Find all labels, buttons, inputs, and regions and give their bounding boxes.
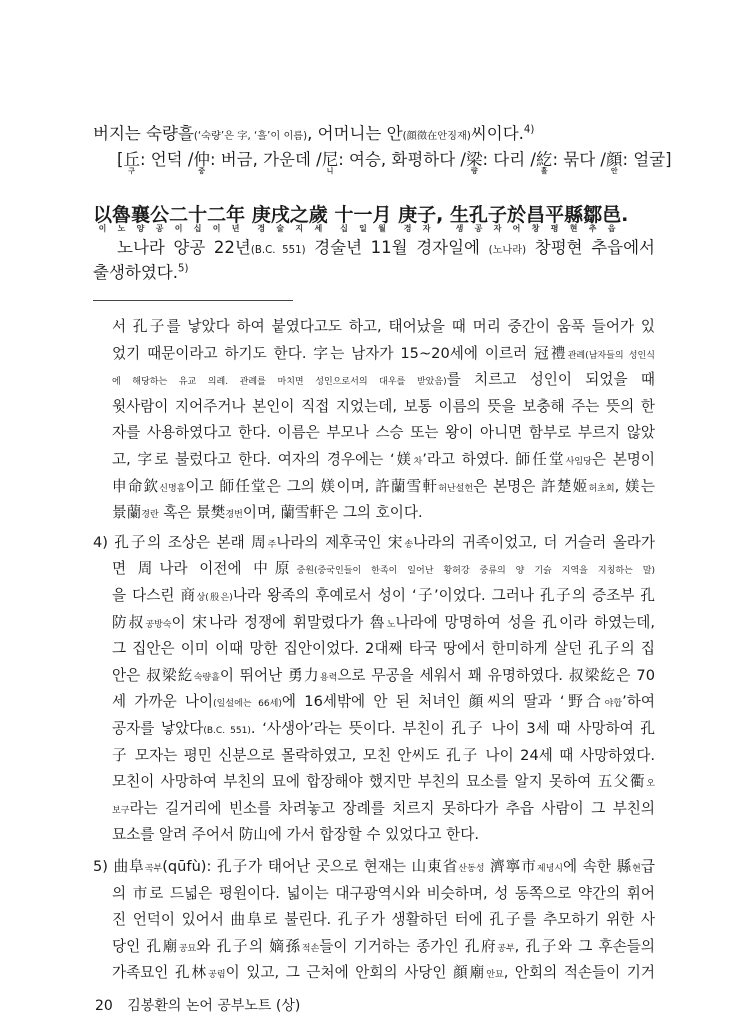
text-run: . ‘사생아’라는 뜻이다. 부친이 孔子 나이 3세 때 사망하여 孔 <box>250 720 655 737</box>
text-run: 안은 叔梁紇 <box>112 666 194 684</box>
text-run <box>245 204 252 226</box>
annotation-text: 경번 <box>225 510 243 521</box>
text-run: 혹은 景樊 <box>158 504 226 522</box>
hanja-with-reading: 平평 <box>545 204 565 233</box>
text-run: 이 있고, 그 근처에 안회의 사당인 顔廟 <box>225 964 487 982</box>
annotation-text: 숙량흘 <box>193 672 220 683</box>
hanja-with-reading: 十십 <box>188 204 208 233</box>
hanja-with-reading: 魯노 <box>112 204 132 233</box>
footnote-line <box>112 342 655 363</box>
text-run: ’하여 <box>622 693 655 711</box>
hanja-with-reading: 歲세 <box>308 204 328 233</box>
footnote-line <box>112 501 655 522</box>
page-number: 20 <box>95 998 113 1014</box>
annotation-text: 보구 <box>112 805 130 816</box>
annotation-text: 적손 <box>301 943 320 954</box>
annotation-text: (‘숙량’은 字, ‘흘’이 이름) <box>193 131 308 142</box>
book-title: 김봉환의 논어 공부노트 (상) <box>127 998 301 1014</box>
text-run: , 안회의 적손들이 기거 <box>503 964 656 982</box>
main-line <box>117 234 655 258</box>
text-run: 고, 字로 불렀다고 한다. 여자의 경우에는 ‘媄 <box>112 451 414 468</box>
annotation-text: 주 <box>267 539 277 550</box>
hanja-with-reading: 邑읍 <box>602 204 622 233</box>
text-run: 나라에 망명하여 성을 孔이라 하였는데, <box>395 613 655 631</box>
footnote-line <box>112 961 655 982</box>
footnote-line <box>112 664 655 685</box>
text-run: 景蘭 <box>112 504 142 522</box>
footnote-ref: 4) <box>523 124 535 136</box>
text-run: 이 뛰어난 勇力 <box>219 666 320 684</box>
hanja-with-reading: 襄양 <box>131 204 151 233</box>
hanja-with-reading: 丘구 <box>123 150 140 175</box>
text-run: 윗사람이 지어주거나 본인이 직접 지었는데, 보통 이름의 뜻을 보충해 주는 뜻의 한 <box>112 397 655 415</box>
hanja-with-reading: 月월 <box>372 204 392 233</box>
text-run: 으로 무공을 세워서 꽤 유명하였다. 叔梁紇은 70 <box>337 666 655 684</box>
annotation-text: 산동성 <box>458 864 485 874</box>
annotation-text: (B.C. 551) <box>250 245 306 256</box>
text-run: 출생하였다. <box>93 263 178 282</box>
annotation-text: 차 <box>413 457 423 467</box>
annotation-text: 에 해당하는 유교 의례. 관례를 마치면 성인으로서의 대우를 받았음) <box>112 377 447 388</box>
text-run: , 孔子와 그 후손들의 <box>514 937 655 955</box>
hanja-with-reading: 二이 <box>169 204 189 233</box>
footnote-line <box>112 637 655 658</box>
annotation-text: 야합 <box>604 699 623 710</box>
footnote-line <box>112 421 655 442</box>
text-run: ’라고 하였다. 師任堂 <box>422 451 566 468</box>
text-run: 이며, 蘭雪軒은 그의 호이다. <box>242 504 423 522</box>
text-run: 공자를 낳았다 <box>112 720 204 737</box>
annotation-text: 허초희 <box>588 483 615 494</box>
text-run: 이 宋나라 정쟁에 휘말렸다가 魯 <box>171 613 387 631</box>
hanja-with-reading: 縣현 <box>564 204 584 233</box>
text-run: 진 언덕이 있어서 曲阜로 불린다. 孔子가 생활하던 터에 孔子를 추모하기 위한 사 <box>112 911 655 929</box>
footnote-line <box>112 448 655 469</box>
hanja-with-reading: 紇흘 <box>535 150 553 175</box>
footnote-line <box>112 611 655 632</box>
hanja-with-reading: 仲중 <box>193 150 210 175</box>
annotation-text: 공방숙 <box>145 619 172 630</box>
hanja-with-reading: 子자 <box>417 204 437 233</box>
text-run: 5) 曲阜 <box>93 858 145 875</box>
text-run: : 얼굴] <box>622 150 672 169</box>
hanja-with-reading: 一일 <box>353 204 373 233</box>
text-run: 노나라 양공 22년 <box>117 238 251 257</box>
hanja-with-reading: 鄒추 <box>583 204 603 233</box>
annotation-text: 공묘 <box>178 943 197 954</box>
text-run: , 媄는 <box>614 477 655 495</box>
text-run: : 다리 / <box>482 150 536 169</box>
text-run: : 묶다 / <box>552 150 606 169</box>
hanja-with-reading: 公공 <box>150 204 170 233</box>
annotation-text: 오 <box>646 779 655 790</box>
annotation-text: 신명흠 <box>159 483 186 494</box>
text-run: 나라의 제후국인 宋 <box>276 533 405 551</box>
text-run: 은 본명은 許楚姬 <box>473 477 589 495</box>
footnote-line <box>112 882 655 903</box>
annotation-text: 허난설헌 <box>438 483 474 494</box>
text-run: . <box>621 204 629 226</box>
hanja-with-reading: 子자 <box>488 204 508 233</box>
footnote-line <box>112 368 655 389</box>
text-run: 子 모자는 평민 신분으로 몰락하였고, 모친 안씨도 孔子 나이 24세 때 사망하였다. <box>112 746 655 764</box>
footnote-line <box>112 475 655 496</box>
footnote-line <box>112 935 655 956</box>
text-run: 세 가까운 나이 <box>112 693 214 711</box>
footnote-line <box>112 584 655 605</box>
text-run: 모친이 사망하여 부친의 묘에 합장해야 했지만 부친의 묘소를 알지 못하여 五父衢 <box>112 773 647 791</box>
main-line <box>93 259 188 283</box>
text-run: 급 <box>640 858 655 875</box>
annotation-text: 공림 <box>208 970 226 981</box>
footnote-line <box>112 797 655 818</box>
text-run: 들이 기거하는 종가인 孔府 <box>319 937 498 955</box>
text-run: 이고 師任堂은 그의 媄이며, 許蘭雪軒 <box>185 477 439 495</box>
footnote-line <box>112 395 655 416</box>
footnote-line <box>112 690 655 711</box>
text-run: 와 孔子의 嫡孫 <box>196 937 302 955</box>
annotation-text: (노나라) <box>488 245 527 256</box>
text-run: 경술년 11월 경자일에 <box>305 238 489 257</box>
hanja-with-reading: 於어 <box>507 204 527 233</box>
footnote-line <box>112 770 655 791</box>
footnote-ref: 5) <box>177 263 189 275</box>
annotation-text: 노 <box>386 619 396 630</box>
text-run: 에 속한 縣 <box>563 858 633 875</box>
text-run: 면 周나라 이전에 中原 <box>112 560 297 578</box>
hanja-with-reading: 庚경 <box>251 204 271 233</box>
text-run: 라는 길거리에 빈소를 차려놓고 장례를 치르지 못하다가 추읍 사람이 그 부친의 <box>129 799 655 817</box>
text-run: , 어머니는 안 <box>307 124 403 143</box>
text-run: 그 집안은 이미 이때 망한 집안이었다. 2대째 타국 땅에서 한미하게 살던 孔子의 집 <box>112 640 655 658</box>
hanja-with-reading: 以이 <box>93 204 113 233</box>
footnote-line <box>112 908 655 929</box>
hanja-with-reading: 昌창 <box>526 204 546 233</box>
text-run: 나라의 귀족이었고, 더 거슬러 올라가 <box>413 533 655 551</box>
hanja-with-reading: 顔안 <box>605 150 623 175</box>
footnote-line <box>112 557 655 578</box>
text-run: (qūfù): 孔子가 태어난 곳으로 현재는 山東省 <box>162 858 459 875</box>
text-run: 나라 왕족의 후예로서 성이 ‘子’이었다. 그러나 孔子의 증조부 孔 <box>232 587 655 604</box>
annotation-text: 상(殷은) <box>196 593 233 603</box>
text-run: 濟寧市 <box>484 858 537 875</box>
annotation-text: 용력 <box>319 672 338 683</box>
text-run: [ <box>117 150 124 169</box>
annotation-text: (일설에는 66세) <box>213 699 282 710</box>
text-run: 었기 때문이라고 하기도 한다. 字는 남자가 15~20세에 이르러 冠禮 <box>112 344 568 362</box>
footnote-line <box>112 717 655 738</box>
text-run: 가족묘인 孔林 <box>112 964 209 982</box>
hanja-with-reading: 年년 <box>226 204 246 233</box>
hanja-with-reading: 二이 <box>207 204 227 233</box>
text-run: : 언덕 / <box>139 150 194 169</box>
text-run: 자를 사용하였다고 한다. 이름은 부모나 스승 또는 왕이 아니면 함부로 부르지 않았 <box>112 424 655 442</box>
text-run: 申命欽 <box>112 477 160 495</box>
annotation-text: 공부 <box>497 943 515 954</box>
annotation-text: 사임당 <box>565 457 592 467</box>
text-run: 4) 孔子의 조상은 본래 周 <box>93 533 268 551</box>
hanja-with-reading: 尼니 <box>321 150 339 175</box>
main-line <box>93 120 534 144</box>
text-run: 은 본명이 <box>591 451 656 468</box>
text-run: 서 孔子를 낳았다 하여 붙였다고도 하고, 태어났을 때 머리 중간이 움푹 들어가 있 <box>112 318 655 335</box>
text-run: , <box>436 204 450 226</box>
annotation-text: 제녕시 <box>536 864 564 874</box>
footnote-line <box>112 823 655 844</box>
annotation-text: (顔徵在안징재) <box>402 131 471 142</box>
footnote-line <box>93 531 655 552</box>
text-run: 防叔 <box>112 613 146 631</box>
annotation-text: 현 <box>632 864 641 874</box>
annotation-text: 곡부 <box>144 864 163 874</box>
hanja-with-reading: 庚경 <box>398 204 418 233</box>
hanja-with-reading: 孔공 <box>469 204 489 233</box>
page-footer <box>95 995 300 1015</box>
footnote-line <box>112 315 655 336</box>
annotation-text: 경란 <box>141 510 159 521</box>
annotation-text: 관례(남자들의 성인식 <box>567 350 655 361</box>
footnote-line <box>112 744 655 765</box>
hanja-with-reading: 戌술 <box>270 204 290 233</box>
footnote-line <box>93 855 655 876</box>
annotation-text: 중원(중국인들이 한족이 일어난 황허강 중류의 양 기슭 지역을 지칭하는 말) <box>296 566 655 577</box>
annotation-text: (B.C. 551) <box>203 726 251 736</box>
text-run: 씨이다. <box>470 124 524 143</box>
hanja-with-reading: 之지 <box>289 204 309 233</box>
annotation-text: 송 <box>404 539 414 550</box>
text-run: 에 16세밖에 안 된 처녀인 顔씨의 딸과 ‘野合 <box>281 693 605 711</box>
main-line <box>117 146 672 174</box>
text-run: : 버금, 가운데 / <box>209 150 322 169</box>
footnote-divider <box>93 300 293 301</box>
text-run: 버지는 숙량흘 <box>93 124 194 143</box>
text-run: 묘소를 알려 주어서 防山에 가서 합장할 수 있었다고 한다. <box>112 826 479 844</box>
text-run: 를 치르고 성인이 되었을 때 <box>446 371 655 389</box>
text-run: : 여승, 화평하다 / <box>338 150 466 169</box>
text-run: 당인 孔廟 <box>112 937 179 955</box>
main-line <box>93 200 628 232</box>
hanja-with-reading: 梁량 <box>465 150 483 175</box>
text-run: 을 다스린 商 <box>112 587 197 604</box>
annotation-text: 안묘 <box>486 970 504 981</box>
text-run: 창평현 추읍에서 <box>526 238 655 257</box>
hanja-with-reading: 生생 <box>449 204 469 233</box>
text-run: 의 市로 드넓은 평원이다. 넓이는 대구광역시와 비슷하며, 성 동쪽으로 약간의 휘어 <box>112 884 655 902</box>
hanja-with-reading: 十십 <box>334 204 354 233</box>
